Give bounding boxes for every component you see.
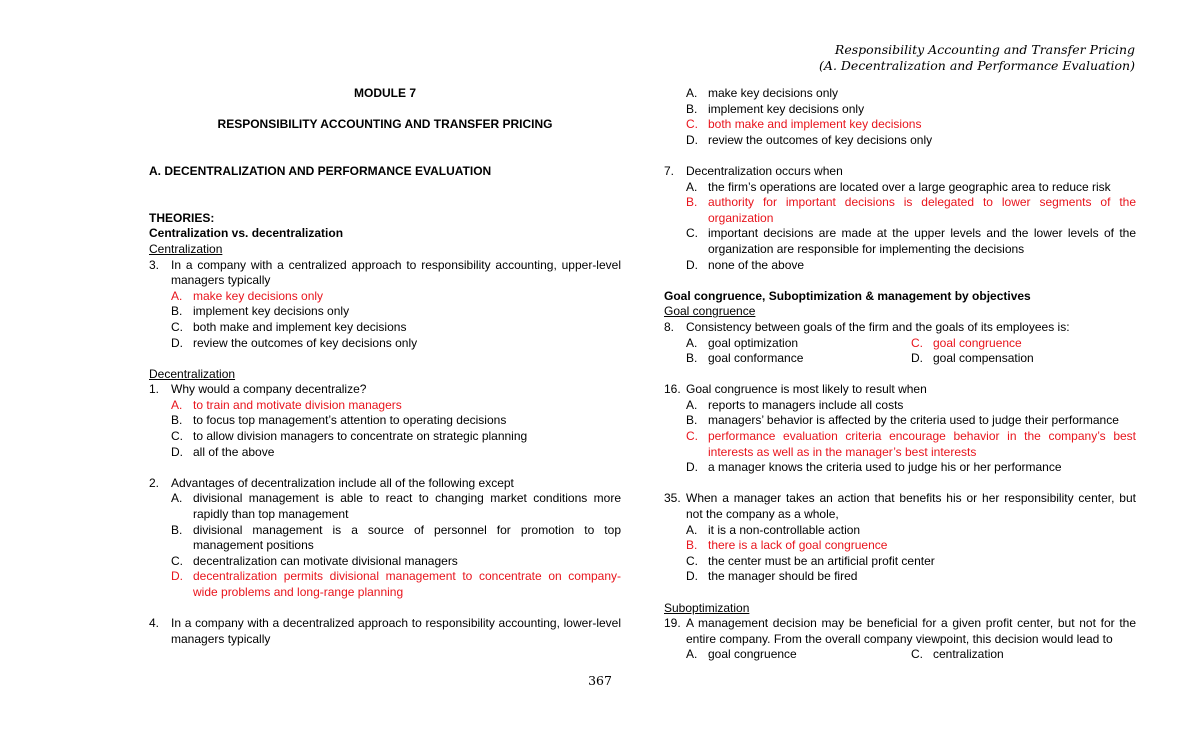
module-heading: MODULE 7 (353, 86, 416, 100)
question-number: 16. (664, 382, 681, 397)
question-text: Why would a company decentralize? (171, 382, 367, 397)
option-b-answer: B. authority for important decisions is delegated to lower segments of the organization (686, 195, 1136, 225)
option-c-answer: C. goal congruence (911, 335, 1022, 350)
question-number: 3. (149, 257, 160, 272)
option-row (664, 336, 1136, 352)
option-d: D. review the outcomes of key decisions only (686, 132, 933, 147)
option-c: C. both make and implement key decisions (171, 319, 407, 334)
running-header (819, 42, 1135, 74)
option-b: B. divisional management is a source of personnel for promotion to top management positions (171, 522, 621, 553)
question-number: 8. (664, 319, 675, 334)
question-text: When a manager takes an action that benefits his or her responsibility center, but not the company as a whole, (686, 491, 1136, 522)
option-b: B. implement key decisions only (171, 304, 350, 319)
option-c: C. important decisions are made at the upper levels and the lower levels of the organization are responsible for implementing the decisions (686, 226, 1136, 256)
option-b: B. to focus top management’s attention to operating decisions (171, 413, 507, 428)
option-c-answer: C. both make and implement key decisions (686, 117, 922, 132)
question-number: 2. (149, 475, 160, 490)
section-heading: A. DECENTRALIZATION AND PERFORMANCE EVALUATION (149, 163, 492, 178)
question-3 (149, 258, 621, 289)
option-b: B. managers’ behavior is affected by the criteria used to judge their performance (686, 413, 1119, 428)
option-c: C. to allow division managers to concentrate on strategic planning (171, 429, 528, 444)
right-column (664, 86, 1136, 663)
question-number: 35. (664, 491, 681, 506)
question-2 (149, 476, 621, 492)
question-number: 4. (149, 616, 160, 631)
theories-heading: THEORIES: (149, 210, 215, 225)
option-c: C. centralization (911, 647, 1004, 662)
option-row (664, 351, 1136, 367)
option-d: D. none of the above (686, 257, 805, 272)
question-text: A management decision may be beneficial for a given profit center, but not for the entire company. From the overall company viewpoint, this decision would lead to (686, 616, 1136, 646)
option-a-answer: A. to train and motivate division managers (171, 397, 402, 412)
module-title: RESPONSIBILITY ACCOUNTING AND TRANSFER PRICING (217, 117, 553, 132)
option-a: A. goal optimization (686, 335, 799, 350)
subtopic-centralization: Centralization (149, 241, 223, 256)
question-1 (149, 382, 621, 398)
option-a: A. make key decisions only (686, 86, 839, 100)
question-16 (664, 382, 1136, 398)
subtopic-goal-congruence: Goal congruence (664, 304, 756, 319)
option-a: A. reports to managers include all costs (686, 397, 904, 412)
option-b: B. goal conformance (686, 351, 804, 366)
subtopic-decentralization: Decentralization (149, 366, 236, 381)
option-b: B. implement key decisions only (686, 101, 865, 116)
option-a: A. goal congruence (686, 647, 797, 662)
option-a: A. it is a non-controllable action (686, 522, 861, 537)
topic-heading: Centralization vs. decentralization (149, 226, 344, 241)
subtopic-suboptimization: Suboptimization (664, 600, 750, 615)
option-a-answer: A. make key decisions only (171, 288, 324, 303)
option-d-answer: D. decentralization permits divisional management to concentrate on company-wide problems and long-range planning (171, 569, 621, 599)
header-subtitle: (A. Decentralization and Performance Evaluation) (819, 58, 1135, 73)
question-8 (664, 320, 1136, 336)
option-row (664, 647, 1136, 663)
option-a: A. divisional management is able to react to changing market conditions more rapidly than top management (171, 491, 621, 522)
option-b-answer: B. there is a lack of goal congruence (686, 538, 888, 553)
question-19 (664, 616, 1136, 647)
option-d: D. a manager knows the criteria used to judge his or her performance (686, 460, 1062, 475)
option-d: D. all of the above (171, 444, 275, 459)
topic-heading: Goal congruence, Suboptimization & management by objectives (664, 288, 1031, 303)
option-d: D. review the outcomes of key decisions only (171, 335, 418, 350)
left-column (149, 86, 621, 647)
question-text: In a company with a centralized approach to responsibility accounting, upper-level managers typically (171, 257, 621, 288)
header-title: Responsibility Accounting and Transfer Pricing (834, 42, 1135, 57)
question-35 (664, 491, 1136, 522)
question-number: 7. (664, 163, 675, 178)
question-number: 1. (149, 382, 160, 397)
option-d: D. goal compensation (911, 351, 1034, 366)
question-text: Decentralization occurs when (686, 163, 843, 178)
option-d: D. the manager should be fired (686, 569, 858, 584)
option-c-answer: C. performance evaluation criteria encourage behavior in the company’s best interests as well as in the manager’s best interests (686, 429, 1136, 459)
page-number: 367 (588, 673, 612, 688)
question-7 (664, 164, 1136, 180)
question-4 (149, 616, 621, 647)
question-text: Consistency between goals of the firm and the goals of its employees is: (686, 319, 1070, 334)
option-c: C. decentralization can motivate divisional managers (171, 553, 458, 568)
option-c: C. the center must be an artificial profit center (686, 553, 935, 568)
question-text: Goal congruence is most likely to result when (686, 382, 927, 397)
question-text: In a company with a decentralized approach to responsibility accounting, lower-level managers typically (171, 616, 621, 646)
question-text: Advantages of decentralization include all of the following except (171, 475, 514, 490)
option-a: A. the firm’s operations are located over a large geographic area to reduce risk (686, 179, 1111, 194)
question-number: 19. (664, 616, 681, 631)
